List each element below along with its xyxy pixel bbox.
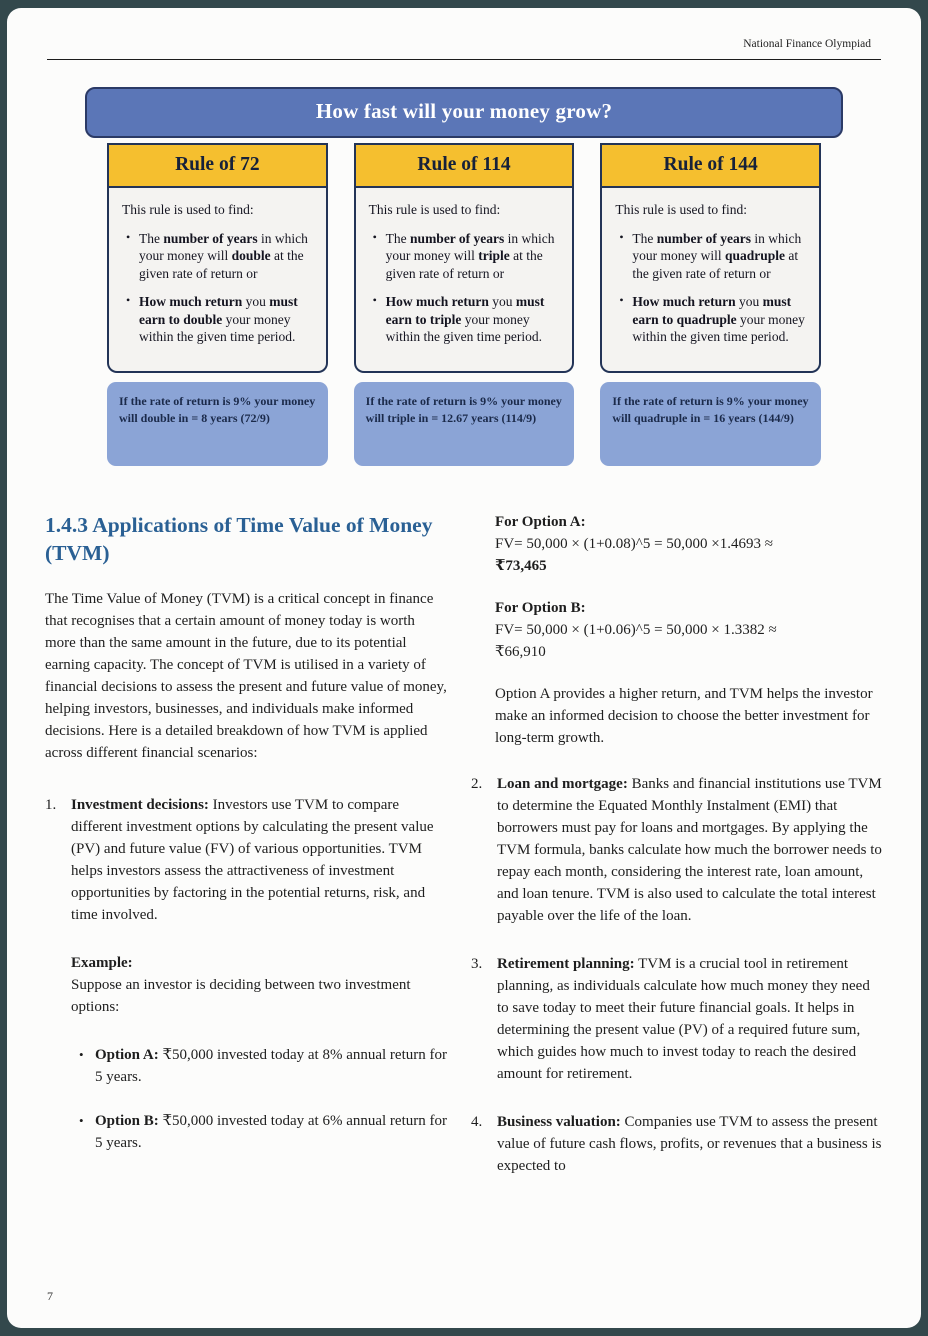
rule-114-body	[354, 188, 575, 373]
intro-paragraph: The Time Value of Money (TVM) is a critical concept in finance that recognises that a certain amount of money today is worth more than the same amount in the future, due to its potential earning capacity. The concept of TVM is utilised in a variety of financial decisions to assess the present and future value of money, helping investors, businesses, and individuals make informed decisions. Here is a detailed breakdown of how TVM is applied across different financial scenarios:	[45, 590, 447, 761]
rule-72-body	[107, 188, 328, 373]
option-b-calc-label: For Option B:	[495, 599, 586, 616]
list-item-1-label: Investment decisions:	[71, 796, 209, 813]
header-title: National Finance Olympiad	[743, 38, 871, 50]
rule-columns	[85, 143, 843, 466]
example-intro: Suppose an investor is deciding between two investment options:	[71, 976, 411, 1015]
option-a-bullet	[75, 1044, 449, 1088]
option-a-calculation	[495, 511, 883, 577]
rule-144-example: If the rate of return is 9% your money will quadruple in = 16 years (144/9)	[600, 382, 821, 466]
option-a-calc-label: For Option A:	[495, 513, 586, 530]
right-column	[471, 511, 883, 1203]
list-item-4	[471, 1111, 883, 1177]
header-rule	[47, 59, 881, 60]
rule-114-bullet-2: • How much return you must earn to triple your money within the given time period.	[372, 293, 560, 346]
list-item-4-text: Companies use TVM to assess the present value of future cash flows, profits, or revenues that a business is expected to	[497, 1113, 882, 1174]
rule-of-72-column	[107, 143, 328, 466]
list-item-4-body	[497, 1111, 883, 1177]
rule-72-bullet-1: • The number of years in which your money will double at the given rate of return or	[125, 230, 313, 283]
list-item-3	[471, 953, 883, 1085]
list-item-1-number: 1.	[45, 796, 57, 813]
list-item-2-label: Loan and mortgage:	[497, 775, 628, 792]
rule-144-intro: This rule is used to find:	[615, 202, 747, 217]
page-number: 7	[47, 1289, 53, 1303]
option-a-label: Option A:	[95, 1046, 159, 1063]
list-item-2-number: 2.	[471, 775, 483, 792]
rule-144-body	[600, 188, 821, 373]
example-label: Example:	[71, 954, 133, 971]
page-header	[45, 38, 883, 50]
section-heading: 1.4.3 Applications of Time Value of Money (TVM)	[45, 512, 433, 565]
option-b-result: ₹66,910	[495, 643, 546, 660]
rule-114-title: Rule of 114	[354, 143, 575, 188]
list-item-4-label: Business valuation:	[497, 1113, 621, 1130]
document-page	[7, 8, 921, 1328]
option-a-formula: FV= 50,000 × (1+0.08)^5 = 50,000 ×1.4693 ≈	[495, 535, 773, 552]
rule-72-example: If the rate of return is 9% your money will double in = 8 years (72/9)	[107, 382, 328, 466]
list-item-4-number: 4.	[471, 1113, 483, 1130]
option-b-bullet	[75, 1110, 449, 1154]
option-b-formula: FV= 50,000 × (1+0.06)^5 = 50,000 × 1.3382 ≈	[495, 621, 777, 638]
list-item-3-number: 3.	[471, 955, 483, 972]
list-item-1	[45, 794, 449, 926]
left-column	[45, 511, 449, 1203]
rule-144-bullet-2: • How much return you must earn to quadruple your money within the given time period.	[618, 293, 806, 346]
rule-144-title: Rule of 144	[600, 143, 821, 188]
option-b-label: Option B:	[95, 1112, 159, 1129]
option-a-result: ₹73,465	[495, 557, 547, 574]
rule-of-114-column	[354, 143, 575, 466]
rule-114-bullet-1: • The number of years in which your money will triple at the given rate of return or	[372, 230, 560, 283]
option-b-calculation	[495, 597, 883, 663]
option-a-text: ₹50,000 invested today at 8% annual return for 5 years.	[95, 1046, 447, 1085]
list-item-2-body	[497, 773, 883, 927]
list-item-3-body	[497, 953, 883, 1085]
main-text	[45, 511, 883, 1203]
list-item-1-text: Investors use TVM to compare different investment options by calculating the present value (PV) and future value (FV) of various opportunities. TVM helps investors assess the attractiveness of investment opportunities by factoring in the potential returns, risk, and time involved.	[71, 796, 434, 923]
list-item-1-body	[71, 794, 449, 926]
list-item-3-text: TVM is a crucial tool in retirement planning, as individuals calculate how much money they need to save today to meet their future financial goals. It helps in determining the present value (PV) of a required future sum, which guides how much to invest today to reach the desired amount for retirement.	[497, 955, 870, 1082]
rule-72-intro: This rule is used to find:	[122, 202, 254, 217]
list-item-3-label: Retirement planning:	[497, 955, 635, 972]
infographic-banner: How fast will your money grow?	[85, 87, 843, 138]
rule-of-144-column	[600, 143, 821, 466]
rule-114-intro: This rule is used to find:	[368, 202, 501, 217]
money-growth-infographic	[85, 87, 843, 466]
option-b-text: ₹50,000 invested today at 6% annual return for 5 years.	[95, 1112, 447, 1151]
example-block	[71, 952, 449, 1018]
rule-114-example: If the rate of return is 9% your money will triple in = 12.67 years (114/9)	[354, 382, 575, 466]
rule-72-bullet-2: • How much return you must earn to double your money within the given time period.	[125, 293, 313, 346]
list-item-2	[471, 773, 883, 927]
rule-144-bullet-1: • The number of years in which your money will quadruple at the given rate of return or	[618, 230, 806, 283]
rule-72-title: Rule of 72	[107, 143, 328, 188]
list-item-2-text: Banks and financial institutions use TVM to determine the Equated Monthly Instalment (EMI) that borrowers must pay for loans and mortgages. By applying the TVM formula, banks calculate how much the borrower needs to repay each month, considering the interest rate, loan amount, and loan tenure. TVM is also used to calculate the total interest payable over the life of the loan.	[497, 775, 882, 924]
conclusion-paragraph: Option A provides a higher return, and TVM helps the investor make an informed decision to choose the better investment for long-term growth.	[495, 685, 873, 746]
